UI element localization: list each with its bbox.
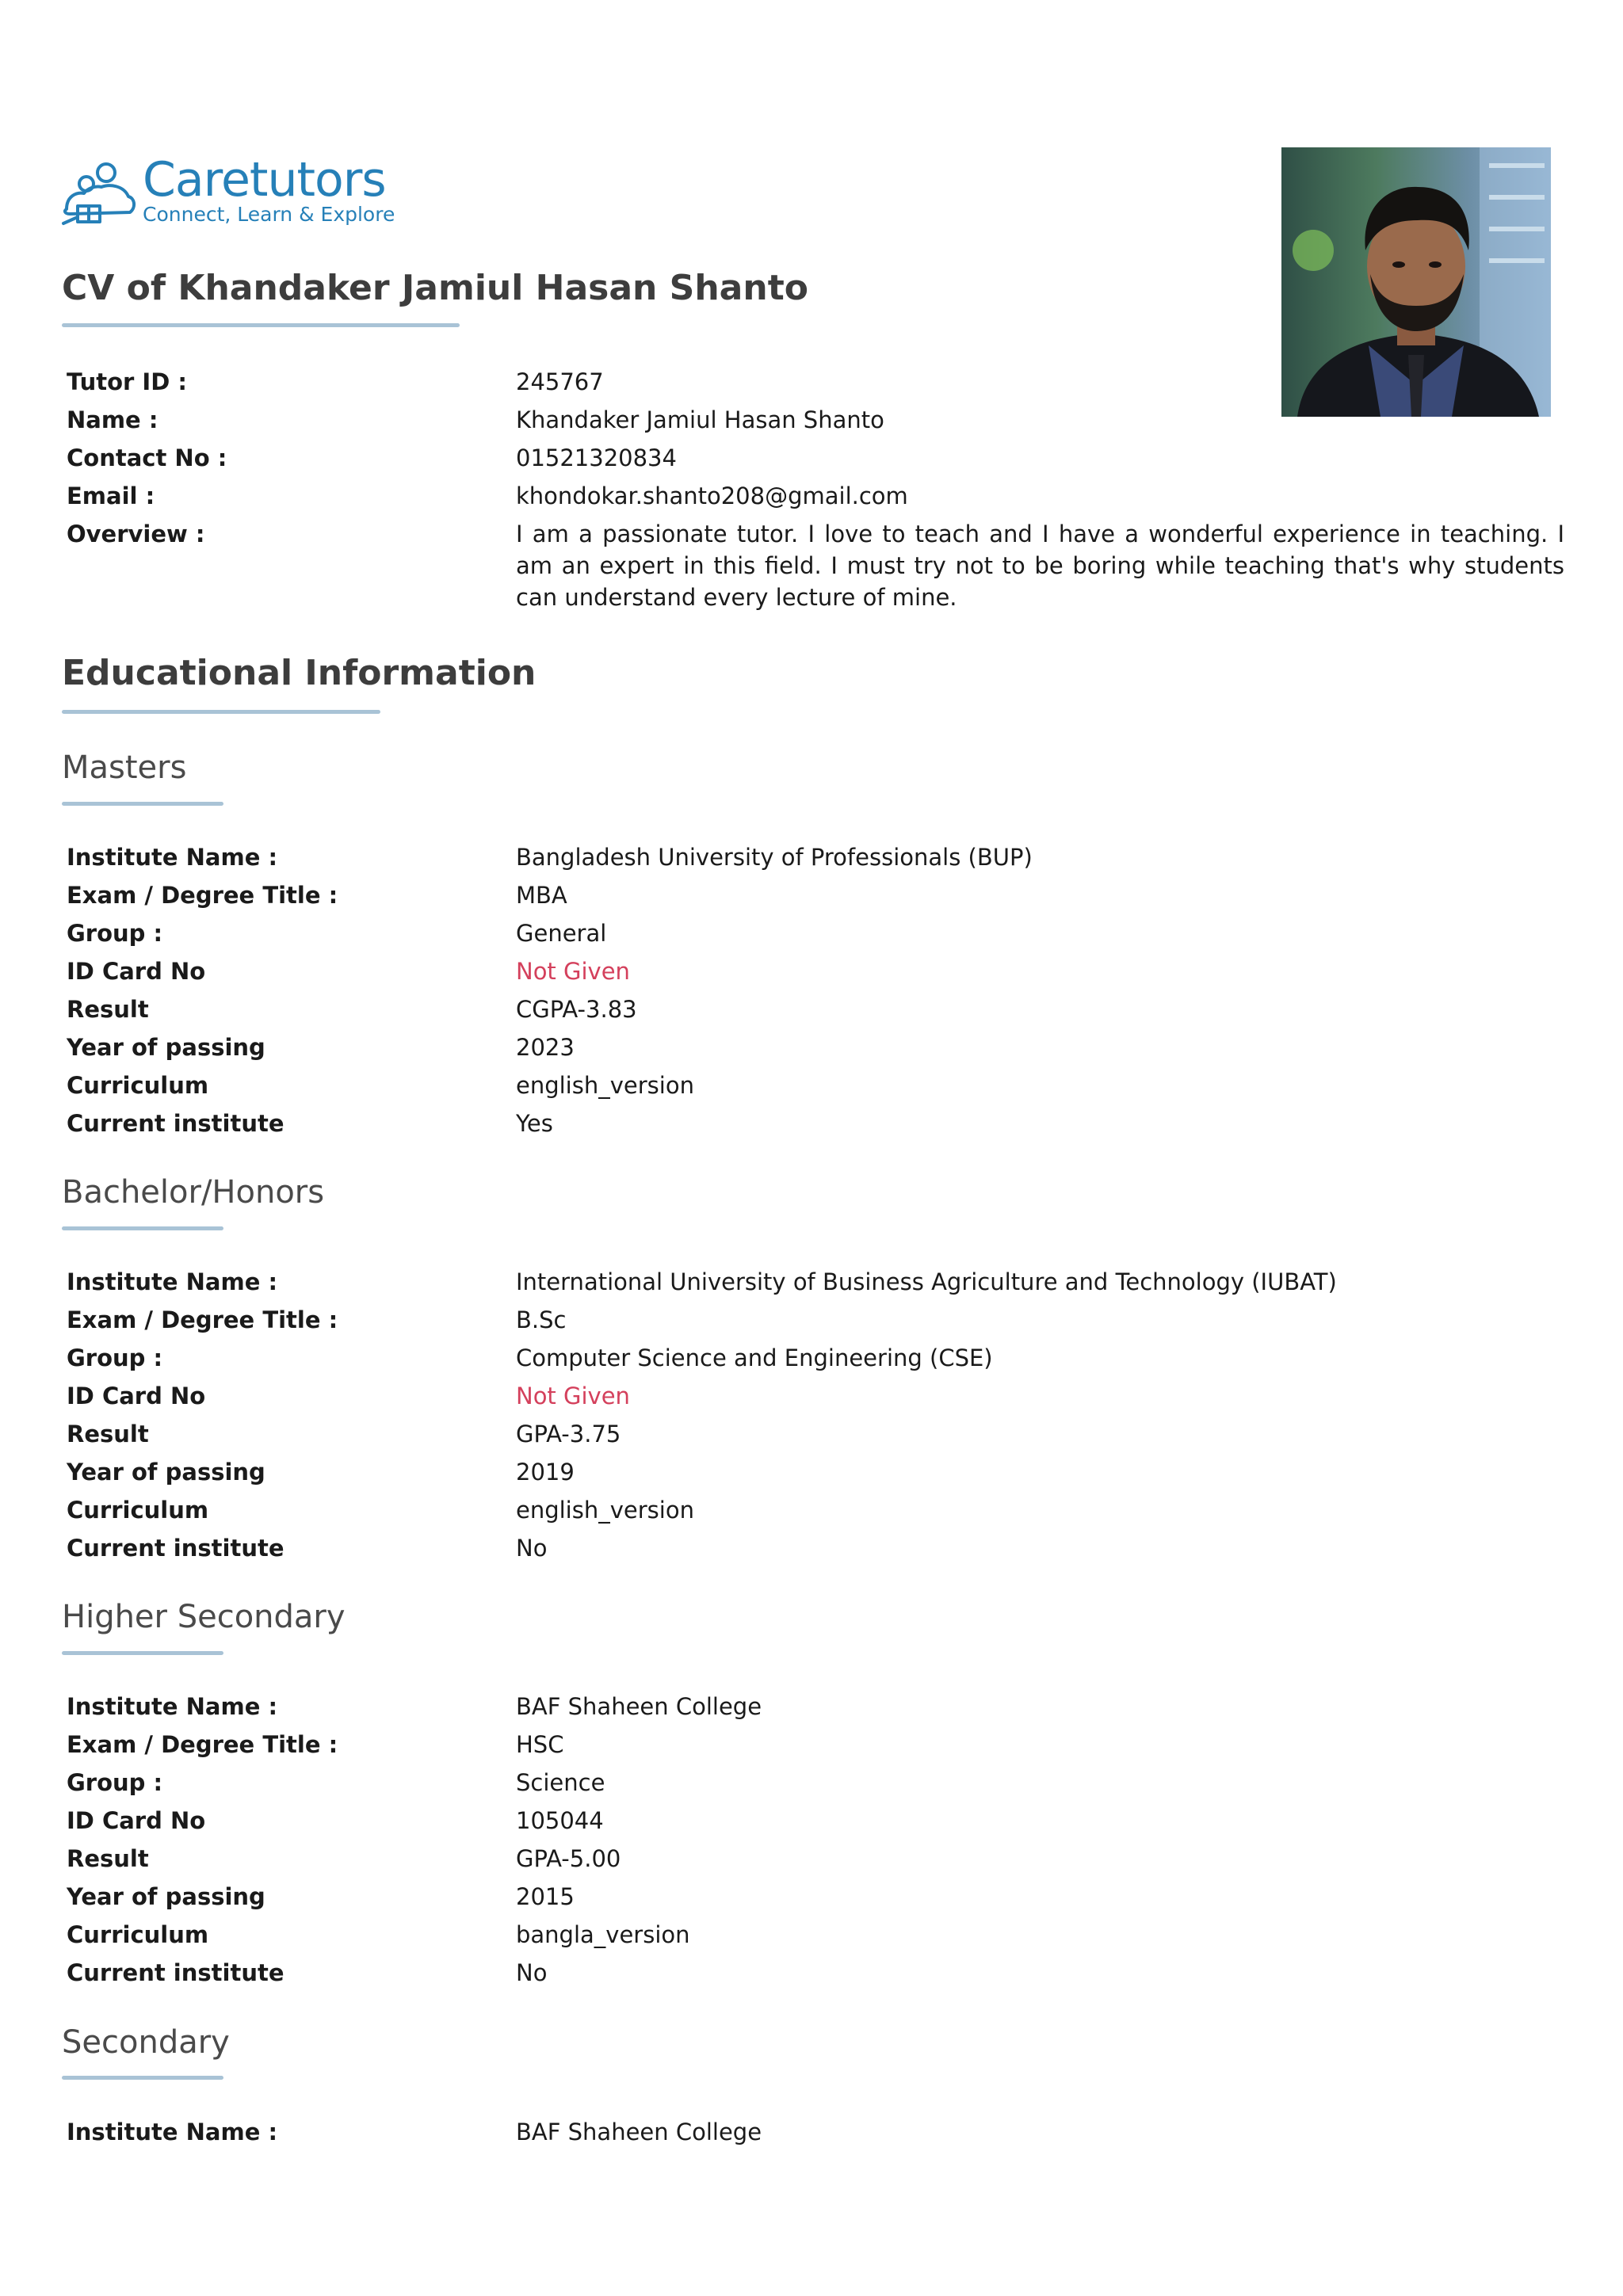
masters-heading: Masters <box>62 749 187 786</box>
masters-degree-value: MBA <box>516 882 567 909</box>
overview-label: Overview : <box>67 521 205 547</box>
hsc-degree-label: Exam / Degree Title : <box>67 1731 338 1758</box>
hsc-id-card-value: 105044 <box>516 1807 604 1834</box>
education-heading: Educational Information <box>62 653 537 693</box>
masters-group-label: Group : <box>67 920 163 947</box>
tutor-id-label: Tutor ID : <box>67 368 187 395</box>
bachelor-degree-label: Exam / Degree Title : <box>67 1306 338 1333</box>
hsc-result-label: Result <box>67 1845 149 1872</box>
masters-degree-label: Exam / Degree Title : <box>67 882 338 909</box>
masters-curriculum-value: english_version <box>516 1072 694 1099</box>
higher-secondary-underline <box>62 1651 223 1655</box>
brand-tagline: Connect, Learn & Explore <box>143 203 395 226</box>
bachelor-year-label: Year of passing <box>67 1459 265 1486</box>
hsc-id-card-label: ID Card No <box>67 1807 206 1834</box>
contact-label: Contact No : <box>67 444 227 471</box>
ssc-institute-label: Institute Name : <box>67 2119 278 2145</box>
education-underline <box>62 710 380 714</box>
bachelor-institute-value: International University of Business Agriculture and Technology (IUBAT) <box>516 1268 1337 1295</box>
hsc-current-value: No <box>516 1959 548 1986</box>
hsc-year-label: Year of passing <box>67 1883 265 1910</box>
masters-result-label: Result <box>67 996 149 1023</box>
masters-result-value: CGPA-3.83 <box>516 996 637 1023</box>
hsc-institute-value: BAF Shaheen College <box>516 1693 762 1720</box>
masters-current-value: Yes <box>516 1110 553 1137</box>
bachelor-result-label: Result <box>67 1421 149 1447</box>
ssc-institute-value: BAF Shaheen College <box>516 2119 762 2145</box>
higher-secondary-heading: Higher Secondary <box>62 1599 346 1635</box>
overview-text: I am a passionate tutor. I love to teach and I have a wonderful experience in teaching. I am an expert in this field. I must try not to be boring while teaching that's why students can understand every lecture of mine. <box>516 521 1564 611</box>
bachelor-curriculum-label: Curriculum <box>67 1497 209 1524</box>
bachelor-id-card-label: ID Card No <box>67 1383 206 1409</box>
bachelor-underline <box>62 1226 223 1230</box>
name-label: Name : <box>67 406 158 433</box>
secondary-underline <box>62 2076 223 2080</box>
masters-year-value: 2023 <box>516 1034 575 1061</box>
cv-title: CV of Khandaker Jamiul Hasan Shanto <box>62 268 808 308</box>
tutor-id-value: 245767 <box>516 368 604 395</box>
masters-id-card-value: Not Given <box>516 958 630 985</box>
brand-logo <box>60 152 395 235</box>
bachelor-heading: Bachelor/Honors <box>62 1174 325 1211</box>
masters-current-label: Current institute <box>67 1110 285 1137</box>
masters-id-card-label: ID Card No <box>67 958 206 985</box>
bachelor-current-label: Current institute <box>67 1535 285 1562</box>
bachelor-current-value: No <box>516 1535 548 1562</box>
masters-institute-value: Bangladesh University of Professionals (BUP) <box>516 844 1033 871</box>
bachelor-group-value: Computer Science and Engineering (CSE) <box>516 1344 993 1371</box>
email-value: khondokar.shanto208@gmail.com <box>516 482 908 509</box>
masters-year-label: Year of passing <box>67 1034 265 1061</box>
bachelor-group-label: Group : <box>67 1344 163 1371</box>
hsc-group-label: Group : <box>67 1769 163 1796</box>
secondary-heading: Secondary <box>62 2024 230 2061</box>
email-label: Email : <box>67 482 155 509</box>
brand-name: Caretutors <box>143 152 386 208</box>
masters-curriculum-label: Curriculum <box>67 1072 209 1099</box>
hsc-group-value: Science <box>516 1769 605 1796</box>
masters-underline <box>62 802 223 806</box>
title-underline <box>62 323 460 327</box>
bachelor-degree-value: B.Sc <box>516 1306 567 1333</box>
bachelor-result-value: GPA-3.75 <box>516 1421 621 1447</box>
masters-group-value: General <box>516 920 607 947</box>
contact-value: 01521320834 <box>516 444 677 471</box>
hsc-curriculum-value: bangla_version <box>516 1921 690 1948</box>
hsc-institute-label: Institute Name : <box>67 1693 278 1720</box>
masters-institute-label: Institute Name : <box>67 844 278 871</box>
name-value: Khandaker Jamiul Hasan Shanto <box>516 406 884 433</box>
hsc-current-label: Current institute <box>67 1959 285 1986</box>
bachelor-id-card-value: Not Given <box>516 1383 630 1409</box>
hsc-curriculum-label: Curriculum <box>67 1921 209 1948</box>
tutors-group-icon <box>60 160 139 230</box>
hsc-result-value: GPA-5.00 <box>516 1845 621 1872</box>
bachelor-institute-label: Institute Name : <box>67 1268 278 1295</box>
profile-photo <box>1281 147 1551 417</box>
hsc-year-value: 2015 <box>516 1883 575 1910</box>
bachelor-year-value: 2019 <box>516 1459 575 1486</box>
hsc-degree-value: HSC <box>516 1731 564 1758</box>
bachelor-curriculum-value: english_version <box>516 1497 694 1524</box>
